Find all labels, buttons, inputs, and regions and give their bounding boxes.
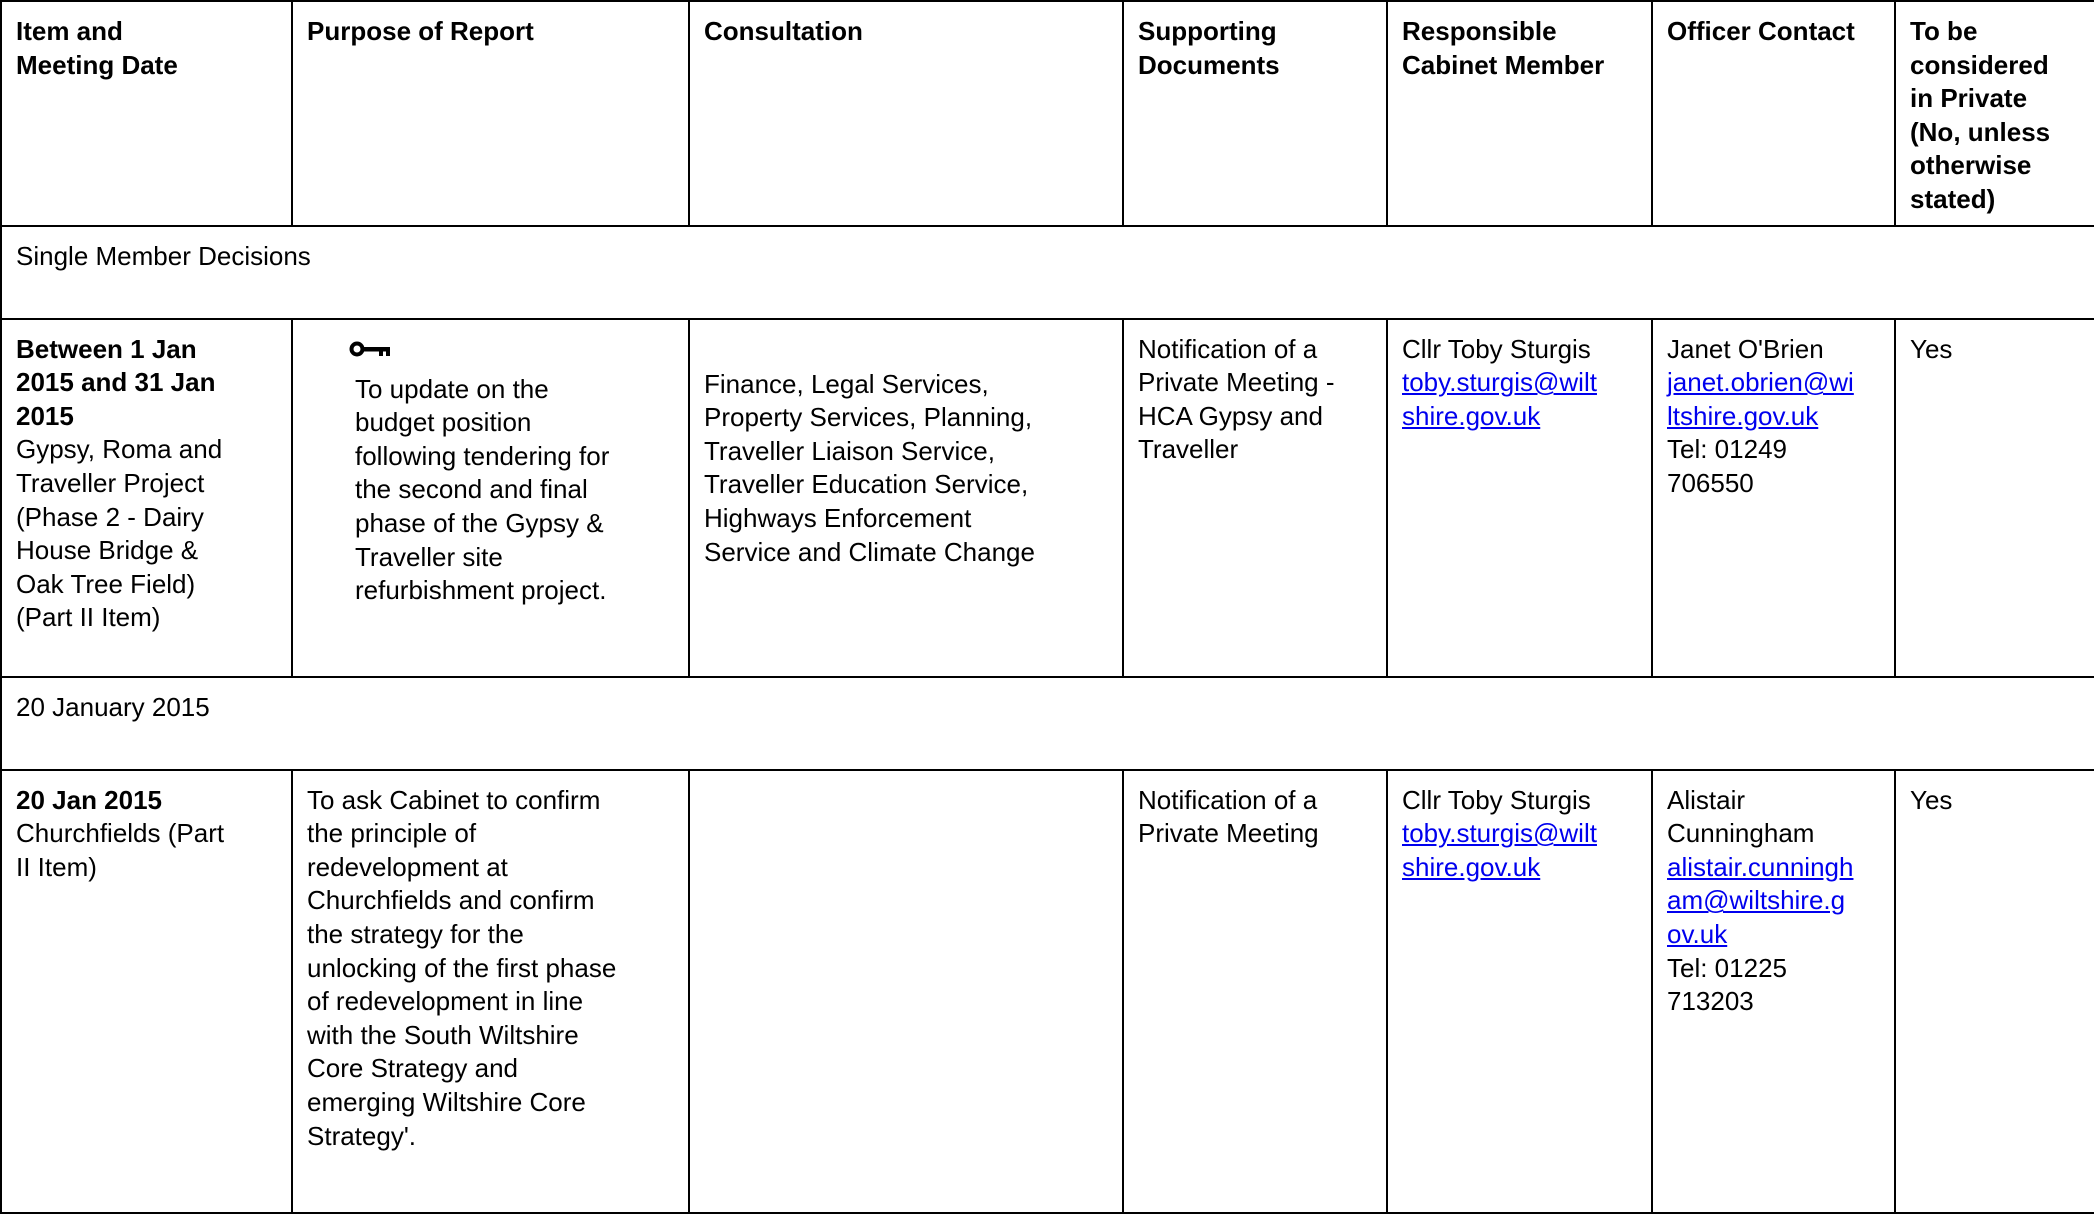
officer-telephone: Tel: 01225 [1667, 952, 1787, 983]
header-text: otherwise [1910, 150, 2032, 181]
document-text: Notification of a [1138, 784, 1318, 815]
officer-telephone: Tel: 01249 [1667, 434, 1787, 465]
officer-email-link[interactable] [1667, 851, 1882, 952]
key-icon [349, 339, 393, 359]
document-text: Private Meeting [1138, 818, 1319, 849]
purpose-text: To ask Cabinet to confirm [307, 784, 601, 815]
email-text: alistair.cunningh [1667, 851, 1854, 882]
header-text: Responsible [1402, 16, 1557, 46]
email-text: janet.obrien@wi [1667, 367, 1854, 398]
purpose-text: redevelopment at [307, 851, 508, 882]
item-date-cell [1, 319, 292, 677]
document-text: Notification of a [1138, 333, 1318, 364]
header-private [1895, 1, 2094, 226]
email-text: shire.gov.uk [1402, 851, 1541, 882]
header-text: Supporting [1138, 16, 1277, 46]
item-title: (Part II Item) [16, 602, 161, 633]
responsible-member-cell [1387, 770, 1652, 1213]
consultation-text: Traveller Education Service, [704, 469, 1029, 500]
officer-telephone: 713203 [1667, 986, 1754, 1017]
supporting-documents-cell [1123, 319, 1387, 677]
officer-name: Alistair [1667, 784, 1746, 815]
purpose-text: of redevelopment in line [307, 986, 584, 1017]
private-cell [1895, 319, 2094, 677]
purpose-cell [292, 319, 689, 677]
purpose-cell [292, 770, 689, 1213]
purpose-text: the principle of [307, 818, 477, 849]
item-title: II Item) [16, 851, 97, 882]
document-text: Traveller [1138, 434, 1239, 465]
header-purpose [292, 1, 689, 226]
header-text: Meeting Date [16, 49, 178, 80]
item-title: House Bridge & [16, 535, 199, 566]
purpose-text: the second and final [355, 474, 588, 505]
header-text: Officer Contact [1667, 16, 1855, 46]
consultation-text: Traveller Liaison Service, [704, 435, 995, 466]
member-name: Cllr Toby Sturgis [1402, 333, 1591, 364]
meeting-date: Between 1 Jan [16, 333, 197, 364]
purpose-text: phase of the Gypsy & [355, 507, 604, 538]
item-date-cell [1, 770, 292, 1213]
purpose-text: Churchfields and confirm [307, 885, 595, 916]
header-text: Item and [16, 16, 123, 46]
consultation-text: Property Services, Planning, [704, 402, 1033, 433]
header-text: stated) [1910, 183, 1996, 214]
item-title: Traveller Project [16, 467, 205, 498]
consultation-text: Service and Climate Change [704, 536, 1035, 567]
section-row [1, 677, 2094, 770]
officer-contact-cell [1652, 319, 1895, 677]
email-text: shire.gov.uk [1402, 400, 1541, 431]
table-row [1, 319, 2094, 677]
officer-contact-cell [1652, 770, 1895, 1213]
document-text: HCA Gypsy and [1138, 400, 1323, 431]
purpose-text: with the South Wiltshire [307, 1019, 579, 1050]
purpose-text: budget position [355, 407, 532, 438]
purpose-text: refurbishment project. [355, 575, 607, 606]
header-consultation [689, 1, 1123, 226]
member-email-link[interactable] [1402, 817, 1639, 884]
section-title: 20 January 2015 [1, 677, 2094, 770]
header-text: Documents [1138, 49, 1280, 80]
purpose-text: Core Strategy and [307, 1053, 519, 1084]
email-text: toby.sturgis@wilt [1402, 818, 1597, 849]
item-title: Oak Tree Field) [16, 568, 196, 599]
header-text: Purpose of Report [307, 16, 534, 46]
officer-email-link[interactable] [1667, 366, 1882, 433]
consultation-text: Finance, Legal Services, [704, 368, 989, 399]
header-text: To be [1910, 16, 1978, 46]
header-item-date [1, 1, 292, 226]
consultation-cell [689, 319, 1123, 677]
member-name: Cllr Toby Sturgis [1402, 784, 1591, 815]
member-email-link[interactable] [1402, 366, 1639, 433]
purpose-text: emerging Wiltshire Core [307, 1086, 586, 1117]
document-text: Private Meeting - [1138, 367, 1335, 398]
item-title: Churchfields (Part [16, 818, 225, 849]
item-title: (Phase 2 - Dairy [16, 501, 204, 532]
private-value: Yes [1910, 784, 1953, 815]
section-row [1, 226, 2094, 319]
officer-name: Janet O'Brien [1667, 333, 1824, 364]
officer-telephone: 706550 [1667, 467, 1754, 498]
meeting-date: 20 Jan 2015 [16, 784, 163, 815]
purpose-text: To update on the [355, 373, 549, 404]
purpose-text: Traveller site [355, 541, 503, 572]
email-text: ov.uk [1667, 918, 1728, 949]
section-title: Single Member Decisions [1, 226, 2094, 319]
officer-name: Cunningham [1667, 818, 1815, 849]
private-value: Yes [1910, 333, 1953, 364]
private-cell [1895, 770, 2094, 1213]
meeting-date: 2015 and 31 Jan [16, 367, 216, 398]
email-text: ltshire.gov.uk [1667, 400, 1819, 431]
header-text: in Private [1910, 83, 2028, 114]
email-text: toby.sturgis@wilt [1402, 367, 1597, 398]
purpose-text: following tendering for [355, 440, 610, 471]
table-row [1, 770, 2094, 1213]
responsible-member-cell [1387, 319, 1652, 677]
header-text: Cabinet Member [1402, 49, 1605, 80]
purpose-text: the strategy for the [307, 918, 524, 949]
item-title: Gypsy, Roma and [16, 434, 223, 465]
header-officer-contact [1652, 1, 1895, 226]
header-text: (No, unless [1910, 116, 2051, 147]
consultation-cell [689, 770, 1123, 1213]
header-supporting-documents [1123, 1, 1387, 226]
meeting-date: 2015 [16, 400, 74, 431]
header-responsible-member [1387, 1, 1652, 226]
consultation-text: Highways Enforcement [704, 502, 972, 533]
header-text: Consultation [704, 16, 863, 46]
table-header-row [1, 1, 2094, 226]
email-text: am@wiltshire.g [1667, 885, 1846, 916]
header-text: considered [1910, 49, 2049, 80]
purpose-text: unlocking of the first phase [307, 952, 617, 983]
supporting-documents-cell [1123, 770, 1387, 1213]
purpose-text: Strategy'. [307, 1120, 417, 1151]
